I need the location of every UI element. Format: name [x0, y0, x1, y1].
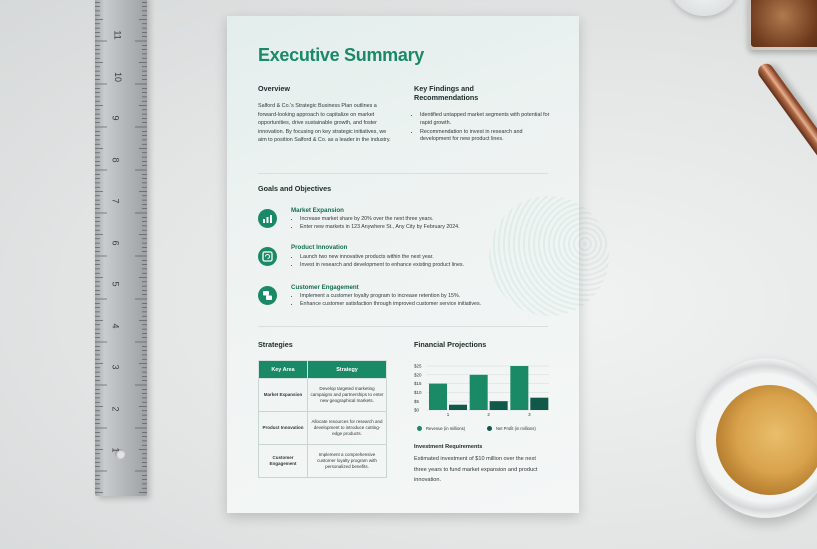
goal-bullets — [291, 292, 481, 309]
ruler-number: 4 — [110, 322, 121, 329]
ruler-number: 8 — [110, 156, 121, 163]
bar-net-profit — [490, 401, 508, 410]
ruler-number: 2 — [110, 405, 121, 412]
overview-text: Salford & Co.'s Strategic Business Plan outlines a forward-looking approach to capitalize on market opportunities, drive sustainable growth, and foster innovation. By focusing on key strategic initiatives, we aim to position Salford & Co. as a leader in the industry. — [258, 103, 391, 144]
ruler-number: 3 — [110, 364, 121, 370]
legend-swatch-revenue — [417, 426, 422, 431]
chat-bubbles-icon — [258, 286, 277, 305]
strategies-table — [258, 360, 387, 478]
ruler-number: 9 — [110, 115, 121, 121]
x-tick-label: 2 — [487, 412, 490, 417]
divider — [258, 173, 548, 174]
document-title: Executive Summary — [258, 45, 424, 65]
table-cell: Product Innovation — [259, 412, 308, 445]
investment-heading: Investment Requirements — [414, 444, 483, 450]
bar-revenue — [429, 384, 447, 410]
ruler — [95, 0, 147, 496]
financial-bar-chart — [413, 362, 553, 422]
goal-title: Customer Engagement — [291, 284, 359, 291]
findings-heading — [414, 84, 478, 102]
findings-heading-line2: Recommendations — [414, 93, 479, 102]
goal-title: Market Expansion — [291, 207, 344, 214]
ruler-number: 10 — [113, 71, 124, 82]
table-cell: Customer Engagement — [259, 445, 308, 478]
ruler-number: 7 — [110, 198, 121, 204]
legend-swatch-profit — [487, 426, 492, 431]
findings-heading-line1: Key Findings and — [414, 84, 474, 93]
findings-item: • Identified untapped market segments with potential for rapid growth. — [420, 112, 552, 127]
coffee-surface — [716, 385, 817, 495]
y-tick-label: $10 — [414, 390, 422, 395]
x-tick-label: 3 — [528, 412, 531, 417]
findings-list — [412, 112, 552, 145]
table-header: Key Area — [259, 361, 308, 379]
y-tick-label: $20 — [414, 372, 422, 378]
table-cell: Market Expansion — [259, 379, 308, 412]
financial-heading: Financial Projections — [414, 340, 487, 349]
y-tick-label: $15 — [414, 381, 422, 387]
goal-bullet: • Implement a customer loyalty program to increase retention by 15%. — [300, 292, 481, 300]
overview-heading: Overview — [258, 84, 290, 93]
investment-text: Estimated investment of $10 million over the next three years to fund market expansion and product innovation. — [414, 456, 538, 483]
y-tick-label: $0 — [414, 407, 420, 413]
goals-heading: Goals and Objectives — [258, 184, 332, 193]
legend-label: Revenue (in millions) — [426, 426, 466, 431]
x-tick-label: 1 — [446, 412, 450, 417]
ruler-number: 1 — [110, 447, 121, 453]
coffee-beans-jar — [748, 0, 817, 50]
table-row — [259, 445, 387, 478]
table-cell: Develop targeted marketing campaigns and partnerships to enter new geographical markets. — [308, 379, 387, 412]
legend-label: Net Profit (in millions) — [496, 426, 536, 431]
executive-summary-document — [227, 16, 579, 513]
bar-revenue — [470, 375, 488, 410]
goal-bullet: • Launch two new innovative products within the next year. — [300, 253, 464, 261]
decorative-pattern — [489, 196, 609, 316]
goal-bullet: • Invest in research and development to enhance existing product lines. — [300, 261, 464, 269]
table-row — [259, 412, 387, 445]
goal-bullet: • Enter new markets in 123 Anywhere St., Any City by February 2024. — [300, 223, 460, 231]
goal-bullets — [291, 215, 460, 232]
table-row — [259, 379, 387, 412]
findings-item: • Recommendation to invest in research and development for new product lines. — [420, 129, 552, 144]
divider — [258, 326, 548, 327]
table-header-row — [259, 361, 387, 379]
table-header: Strategy — [308, 361, 387, 379]
table-cell: Allocate resources for research and development to introduce cutting-edge products. — [308, 412, 387, 445]
goal-bullet: • Enhance customer satisfaction through improved customer service initiatives. — [300, 300, 481, 308]
goal-bullets — [291, 253, 464, 270]
ruler-number: 11 — [112, 30, 123, 40]
table-cell: Implement a comprehensive customer loyalty program with personalized benefits. — [308, 445, 387, 478]
ruler-number: 5 — [110, 281, 121, 287]
bar-revenue — [510, 366, 528, 410]
bar-net-profit — [530, 398, 548, 410]
y-tick-label: $25 — [414, 363, 422, 369]
strategies-heading: Strategies — [258, 340, 293, 349]
refresh-box-icon — [258, 247, 277, 266]
goal-bullet: • Increase market share by 20% over the next three years. — [300, 215, 460, 223]
bar-net-profit — [449, 405, 467, 410]
y-tick-label: $5 — [414, 398, 420, 404]
ruler-number: 6 — [110, 239, 121, 246]
chart-growth-icon — [258, 209, 277, 228]
goal-title: Product Innovation — [291, 244, 348, 251]
